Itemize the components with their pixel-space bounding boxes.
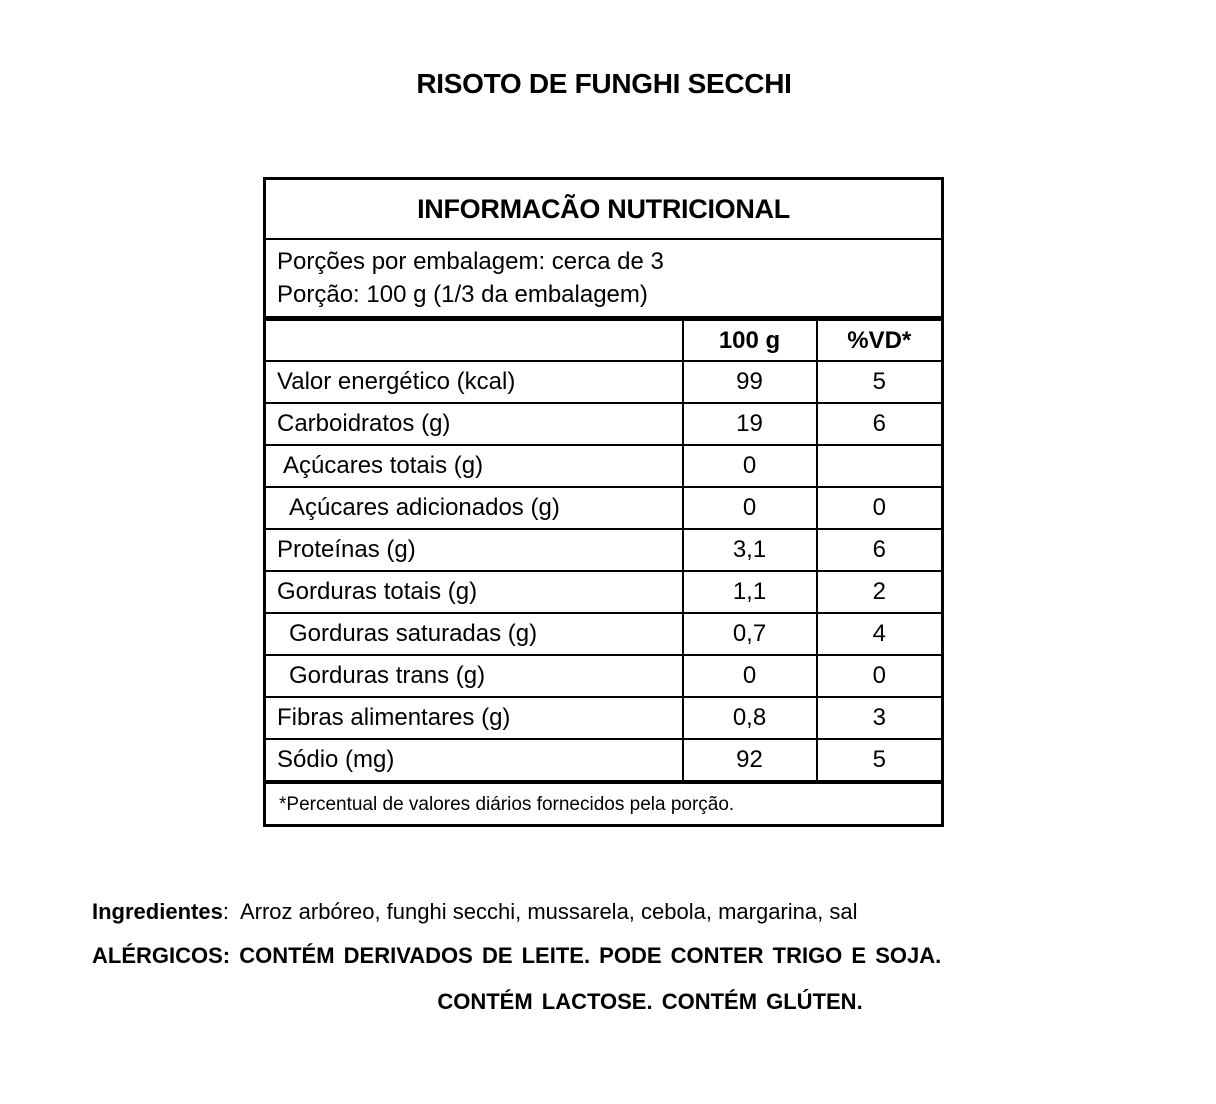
- nutrient-daily-value: 5: [817, 361, 943, 403]
- nutrition-facts-table: [263, 177, 944, 827]
- nutrient-amount: 0,8: [683, 697, 817, 739]
- nutrient-amount: 0: [683, 655, 817, 697]
- footnote: *Percentual de valores diários fornecidos pela porção.: [265, 782, 943, 826]
- nutrient-row: [265, 403, 943, 445]
- nutrient-name: Sódio (mg): [265, 739, 683, 782]
- nutrient-name: Gorduras saturadas (g): [265, 613, 683, 655]
- ingredients: [92, 899, 857, 925]
- nutrient-daily-value: 0: [817, 655, 943, 697]
- servings-per-package: Porções por embalagem: cerca de 3: [277, 248, 664, 275]
- nutrient-daily-value: 2: [817, 571, 943, 613]
- nutrient-row: [265, 613, 943, 655]
- nutrient-amount: 1,1: [683, 571, 817, 613]
- nutrient-name: Valor energético (kcal): [265, 361, 683, 403]
- nutrient-row: [265, 487, 943, 529]
- nutrient-amount: 99: [683, 361, 817, 403]
- nutrient-amount: 3,1: [683, 529, 817, 571]
- ingredients-text: Arroz arbóreo, funghi secchi, mussarela, cebola, margarina, sal: [239, 899, 858, 924]
- nutrient-daily-value: [817, 445, 943, 487]
- serving-size: Porção: 100 g (1/3 da embalagem): [277, 281, 648, 308]
- nutrient-row: [265, 655, 943, 697]
- nutrient-name: Fibras alimentares (g): [265, 697, 683, 739]
- column-header-daily-value: %VD*: [817, 319, 943, 362]
- nutrient-name: Gorduras totais (g): [265, 571, 683, 613]
- nutrient-amount: 0,7: [683, 613, 817, 655]
- nutrient-amount: 19: [683, 403, 817, 445]
- nutrient-name: Proteínas (g): [265, 529, 683, 571]
- nutrient-amount: 0: [683, 487, 817, 529]
- portion-info-row: [265, 239, 943, 319]
- column-header-name: [265, 319, 683, 362]
- nutrient-daily-value: 3: [817, 697, 943, 739]
- ingredients-label: Ingredientes: [92, 899, 223, 924]
- column-header-amount: 100 g: [683, 319, 817, 362]
- nutrient-daily-value: 0: [817, 487, 943, 529]
- nutrition-title-row: [265, 179, 943, 240]
- portion-info: [265, 239, 943, 319]
- allergens-line-2: CONTÉM LACTOSE. CONTÉM GLÚTEN.: [437, 989, 863, 1014]
- nutrient-daily-value: 4: [817, 613, 943, 655]
- nutrient-row: [265, 571, 943, 613]
- nutrient-name: Açúcares totais (g): [265, 445, 683, 487]
- column-header-row: [265, 319, 943, 362]
- nutrient-name: Carboidratos (g): [265, 403, 683, 445]
- allergens-line-1: ALÉRGICOS: CONTÉM DERIVADOS DE LEITE. PODE CONTER TRIGO E SOJA.: [92, 943, 942, 968]
- nutrient-daily-value: 6: [817, 403, 943, 445]
- nutrient-row: [265, 445, 943, 487]
- nutrient-row: [265, 739, 943, 782]
- nutrient-daily-value: 5: [817, 739, 943, 782]
- nutrient-row: [265, 529, 943, 571]
- footnote-row: [265, 782, 943, 826]
- nutrient-name: Gorduras trans (g): [265, 655, 683, 697]
- ingredients-separator: :: [222, 899, 229, 924]
- product-title: RISOTO DE FUNGHI SECCHI: [416, 68, 792, 99]
- nutrient-name: Açúcares adicionados (g): [265, 487, 683, 529]
- nutrition-title: INFORMACÃO NUTRICIONAL: [265, 179, 943, 240]
- nutrient-row: [265, 697, 943, 739]
- nutrient-amount: 92: [683, 739, 817, 782]
- nutrient-amount: 0: [683, 445, 817, 487]
- nutrient-row: [265, 361, 943, 403]
- nutrient-daily-value: 6: [817, 529, 943, 571]
